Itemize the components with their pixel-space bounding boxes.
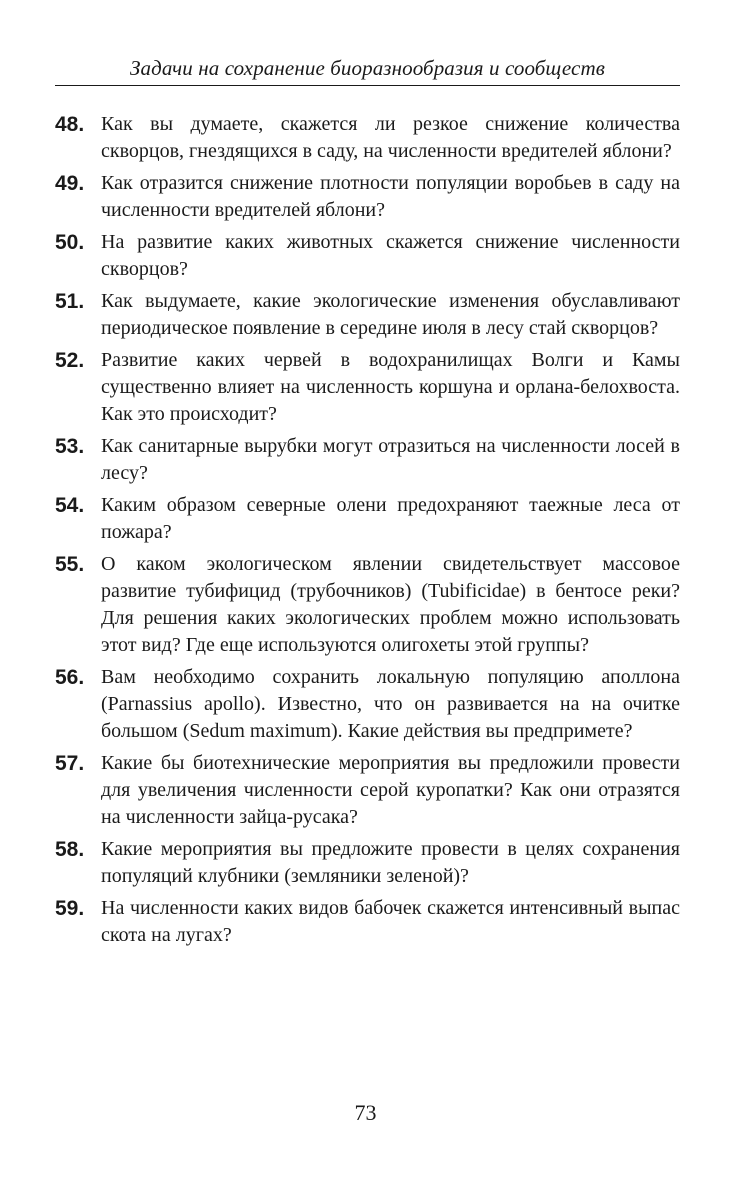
question-item — [55, 433, 680, 487]
question-item — [55, 170, 680, 224]
question-item — [55, 750, 680, 831]
question-number: 56. — [55, 666, 85, 689]
question-text: На развитие каких животных скажется снижение численности скворцов? — [101, 231, 680, 280]
question-item — [55, 492, 680, 546]
page-number: 73 — [354, 1100, 377, 1125]
question-number: 54. — [55, 494, 85, 517]
header-rule — [55, 85, 680, 86]
question-text: Как отразится снижение плотности популяции воробьев в саду на численности вредителей яблони? — [101, 172, 680, 221]
question-number: 52. — [55, 349, 85, 372]
question-number: 53. — [55, 435, 85, 458]
question-number: 51. — [55, 290, 85, 313]
question-list — [55, 111, 680, 954]
question-text: На численности каких видов бабочек скажется интенсивный выпас скота на лугах? — [101, 897, 680, 946]
question-number: 58. — [55, 838, 85, 861]
question-text: О каком экологическом явлении свидетельствует массовое развитие тубифицид (трубочников) (Tubificidae) в бентосе реки? Для решения каких экологических проблем можно использовать этот вид? Где еще используются олигохеты этой группы? — [101, 553, 680, 656]
question-item — [55, 288, 680, 342]
question-text: Каким образом северные олени предохраняют таежные леса от пожара? — [101, 494, 680, 543]
question-text: Как выдумаете, какие экологические изменения обуславливают периодическое появление в середине июля в лесу стай скворцов? — [101, 290, 680, 339]
question-text: Как вы думаете, скажется ли резкое снижение количества скворцов, гнездящихся в саду, на численности вредителей яблони? — [101, 113, 680, 162]
question-number: 55. — [55, 553, 85, 576]
question-text: Развитие каких червей в водохранилищах Волги и Камы существенно влияет на численность коршуна и орлана-белохвоста. Как это происходит? — [101, 349, 680, 425]
question-number: 50. — [55, 231, 85, 254]
question-item — [55, 111, 680, 165]
question-text: Вам необходимо сохранить локальную популяцию аполлона (Parnassius apollo). Известно, что он развивается на на очитке большом (Sedum maximum). Какие действия вы предпримете? — [101, 666, 680, 742]
question-number: 48. — [55, 113, 85, 136]
question-text: Какие мероприятия вы предложите провести в целях сохранения популяций клубники (земляники зеленой)? — [101, 838, 680, 887]
running-head-title: Задачи на сохранение биоразнообразия и сообществ — [130, 56, 605, 80]
question-item — [55, 551, 680, 659]
question-item — [55, 836, 680, 890]
question-number: 59. — [55, 897, 85, 920]
question-item — [55, 664, 680, 745]
question-number: 57. — [55, 752, 85, 775]
question-item — [55, 895, 680, 949]
question-text: Как санитарные вырубки могут отразиться на численности лосей в лесу? — [101, 435, 680, 484]
question-text: Какие бы биотехнические мероприятия вы предложили провести для увеличения численности серой куропатки? Как они отразятся на численности зайца-русака? — [101, 752, 680, 828]
question-item — [55, 229, 680, 283]
question-number: 49. — [55, 172, 85, 195]
question-item — [55, 347, 680, 428]
